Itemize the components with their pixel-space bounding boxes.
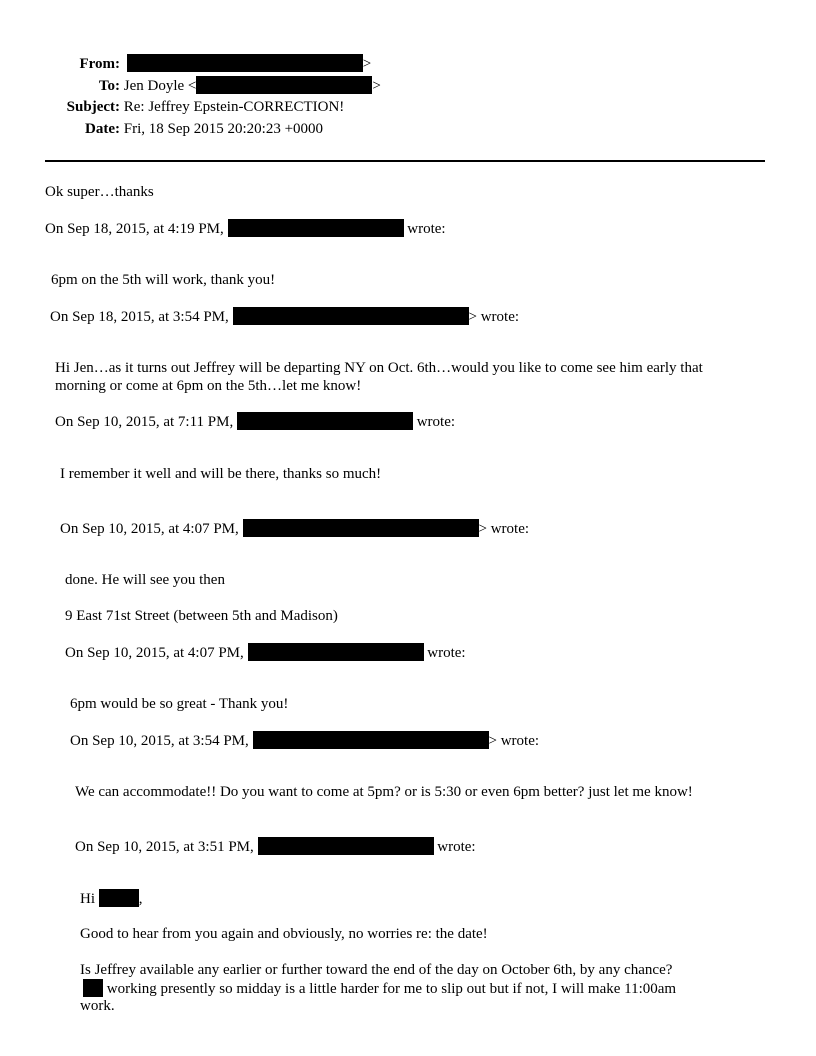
quote-header-wrote: wrote: bbox=[437, 839, 476, 855]
body-line: done. He will see you then bbox=[65, 572, 225, 588]
body-line: Good to hear from you again and obviously, no worries re: the date! bbox=[80, 926, 488, 942]
to-label: To: bbox=[98, 78, 120, 94]
redaction-block bbox=[248, 643, 424, 661]
quote-header bbox=[50, 307, 519, 326]
body-line-text: working presently so midday is a little harder for me to slip out but if not, I will make 11:00am bbox=[106, 981, 677, 997]
header-divider bbox=[45, 160, 765, 162]
quote-header-text: On Sep 18, 2015, at 3:54 PM, bbox=[50, 309, 229, 325]
date-row bbox=[40, 120, 323, 138]
body-line: Is Jeffrey available any earlier or further toward the end of the day on October 6th, by any chance? bbox=[80, 962, 673, 978]
greeting-line bbox=[80, 889, 143, 908]
body-line: work. bbox=[80, 998, 115, 1014]
from-suffix: > bbox=[362, 56, 372, 72]
quote-header-text: On Sep 18, 2015, at 4:19 PM, bbox=[45, 221, 224, 237]
quote-header-wrote: wrote: bbox=[416, 414, 456, 430]
date-label: Date: bbox=[85, 121, 120, 137]
quote-header-text: On Sep 10, 2015, at 4:07 PM, bbox=[65, 645, 244, 661]
redaction-block bbox=[258, 837, 434, 855]
redaction-block bbox=[83, 979, 103, 997]
from-row bbox=[40, 54, 371, 73]
body-line: 6pm would be so great - Thank you! bbox=[70, 696, 289, 712]
greeting-text: Hi bbox=[80, 891, 95, 907]
redaction-block bbox=[237, 412, 413, 430]
quote-header bbox=[75, 837, 476, 856]
quote-header-wrote: > wrote: bbox=[478, 521, 530, 537]
body-line bbox=[80, 979, 676, 998]
quote-header-text: On Sep 10, 2015, at 3:54 PM, bbox=[70, 733, 249, 749]
body-paragraph: We can accommodate!! Do you want to come at 5pm? or is 5:30 or even 6pm better? just let me know! bbox=[75, 784, 693, 800]
body-paragraph: Hi Jen…as it turns out Jeffrey will be departing NY on Oct. 6th…would you like to come see him early that morning or come at 6pm on the 5th…let me know! bbox=[55, 360, 703, 394]
subject-value: Re: Jeffrey Epstein-CORRECTION! bbox=[123, 99, 345, 115]
quote-header bbox=[65, 643, 466, 662]
body-line: 6pm on the 5th will work, thank you! bbox=[51, 272, 276, 288]
to-suffix: > bbox=[372, 78, 381, 94]
quote-header bbox=[70, 731, 539, 750]
to-row bbox=[40, 76, 381, 95]
quote-header bbox=[55, 412, 455, 431]
subject-label: Subject: bbox=[66, 99, 120, 115]
redaction-block bbox=[196, 76, 372, 94]
quote-header-text: On Sep 10, 2015, at 7:11 PM, bbox=[55, 414, 234, 430]
body-line: I remember it well and will be there, thanks so much! bbox=[60, 466, 382, 482]
date-value: Fri, 18 Sep 2015 20:20:23 +0000 bbox=[123, 121, 324, 137]
from-label: From: bbox=[79, 56, 120, 72]
quote-header-text: On Sep 10, 2015, at 3:51 PM, bbox=[75, 839, 254, 855]
subject-row bbox=[40, 98, 344, 116]
redaction-block bbox=[233, 307, 469, 325]
redaction-block bbox=[127, 54, 363, 72]
redaction-block bbox=[253, 731, 489, 749]
redaction-block bbox=[228, 219, 404, 237]
quote-header-text: On Sep 10, 2015, at 4:07 PM, bbox=[60, 521, 239, 537]
body-line: Ok super…thanks bbox=[45, 184, 154, 200]
redaction-block bbox=[99, 889, 139, 907]
quote-header-wrote: > wrote: bbox=[488, 733, 540, 749]
quote-header-wrote: wrote: bbox=[427, 645, 466, 661]
quote-header-wrote: wrote: bbox=[407, 221, 446, 237]
to-value: Jen Doyle < bbox=[123, 78, 197, 94]
body-line: 9 East 71st Street (between 5th and Madison) bbox=[65, 608, 338, 624]
quote-header bbox=[45, 219, 446, 238]
quote-header bbox=[60, 519, 529, 538]
quote-header-wrote: > wrote: bbox=[468, 309, 520, 325]
redaction-block bbox=[243, 519, 479, 537]
greeting-comma: , bbox=[138, 891, 143, 907]
